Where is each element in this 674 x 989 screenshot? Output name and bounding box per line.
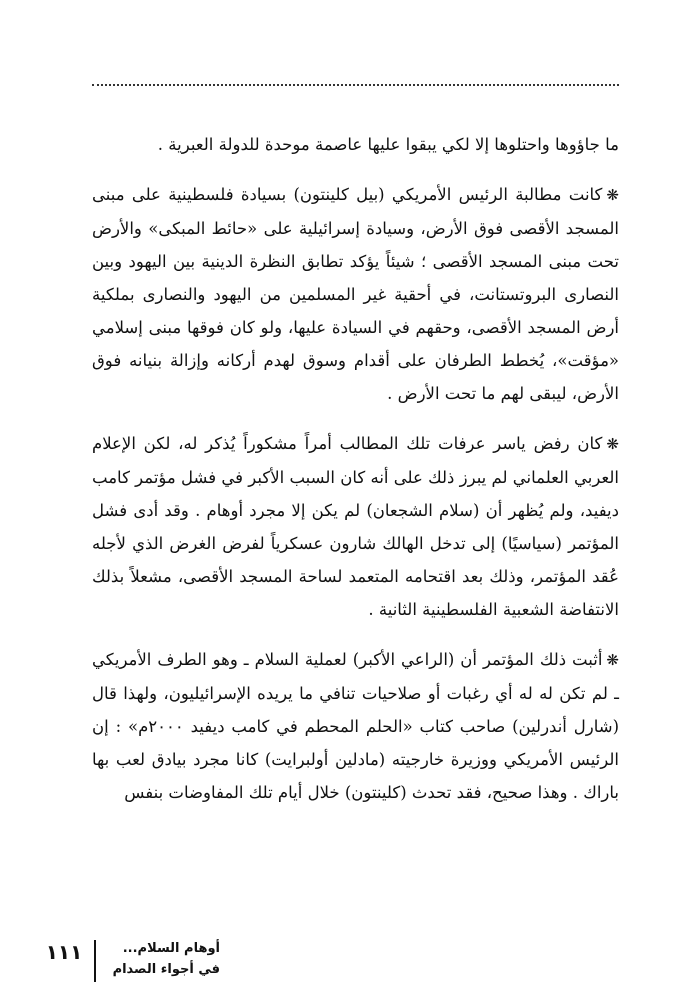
header-dotted-rule	[92, 84, 619, 86]
running-title-line-1: أوهام السلام...	[122, 941, 220, 956]
page-footer	[40, 938, 220, 984]
paragraph-text: ما جاؤوها واحتلوها إلا لكي يبقوا عليها عاصمة موحدة للدولة العبرية .	[157, 135, 619, 154]
paragraph-text: أثبت ذلك المؤتمر أن (الراعي الأكبر) لعملية السلام ـ وهو الطرف الأمريكي ـ لم تكن له له أي رغبات أو صلاحيات تنافي ما يريده الإسرائيليون، ولهذا قال (شارل أندرلين) صاحب كتاب «الحلم المحطم في كامب ديفيد ٢٠٠٠م» : إن الرئيس الأمريكي ووزيرة خارجيته (مادلين أولبرايت) كانا مجرد بيادق لعب بها باراك . وهذا صحيح، فقد تحدث (كلينتون) خلال أيام تلك المفاوضات بنفس	[92, 650, 619, 802]
paragraph-3	[92, 427, 619, 626]
asterism-icon: ❋	[606, 651, 619, 669]
running-title-line-2: في أجواء الصدام	[112, 962, 220, 977]
paragraph-text: كان رفض ياسر عرفات تلك المطالب أمراً مشكوراً يُذكر له، لكن الإعلام العربي العلماني لم يبرز ذلك على أنه كان السبب الأكبر في فشل مؤتمر كامب ديفيد، ولم يُظهر أن (سلام الشجعان) لم يكن إلا مجرد أوهام . وقد أدى فشل المؤتمر (سياسيًا) إلى تدخل الهالك شارون عسكرياً لفرض الغرض الذي لأجله عُقد المؤتمر، وذلك بعد اقتحامه المتعمد لساحة المسجد الأقصى، مشعلاً بذلك الانتفاضة الشعبية الفلسطينية الثانية .	[92, 434, 619, 619]
asterism-icon: ❋	[606, 186, 619, 204]
asterism-icon: ❋	[606, 435, 619, 453]
page-body	[92, 128, 619, 826]
footer-divider	[94, 940, 96, 982]
paragraph-text: كانت مطالبة الرئيس الأمريكي (بيل كلينتون) بسيادة فلسطينية على مبنى المسجد الأقصى فوق الأرض، وسيادة إسرائيلية على «حائط المبكى» والأرض تحت مبنى المسجد الأقصى ؛ شيئاً يؤكد تطابق النظرة الدينية بين اليهود وبين النصارى البروتستانت، في أحقية غير المسلمين من اليهود والنصارى بملكية أرض المسجد الأقصى، وحقهم في السيادة عليها، ولو كان فوقها مبنى إسلامي «مؤقت»، يُخطط الطرفان على أقدام وسوق لهدم أركانه وإزالة بنيانه فوق الأرض، ليبقى لهم ما تحت الأرض .	[92, 185, 619, 403]
paragraph-4	[92, 643, 619, 809]
running-title	[100, 938, 220, 980]
paragraph-2	[92, 178, 619, 410]
paragraph-1	[92, 128, 619, 161]
page-number: ١١١	[45, 940, 83, 964]
